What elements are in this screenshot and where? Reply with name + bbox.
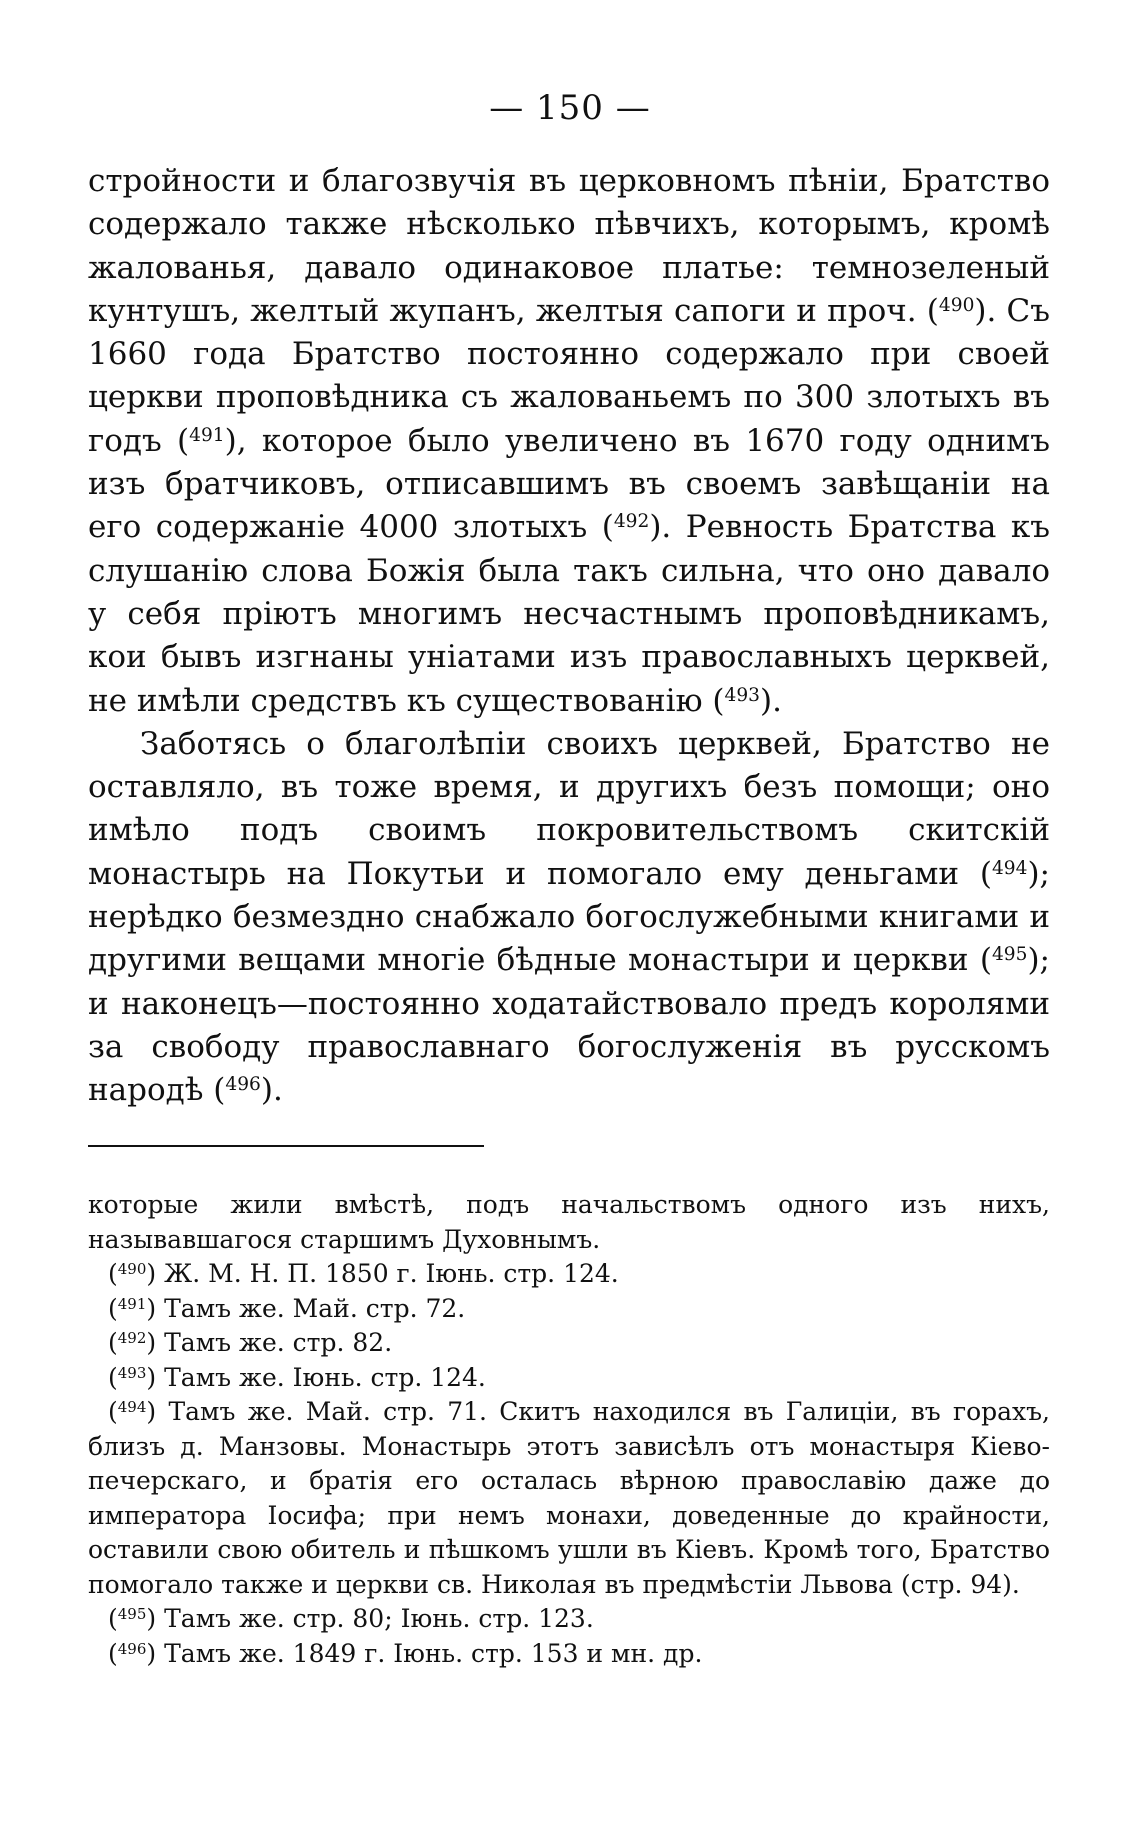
footnote-492: ($^{492}$) Тамъ же. стр. 82. — [108, 1328, 393, 1357]
footnote-ref-492: 492 — [613, 511, 650, 533]
footnote-divider — [88, 1145, 484, 1147]
footnote-ref-495: 495 — [991, 944, 1028, 966]
footnote-number: 490 — [117, 1259, 147, 1278]
paragraph-text: ). — [260, 1072, 283, 1109]
footnote-491: ($^{491}$) Тамъ же. Май. стр. 72. — [108, 1293, 466, 1323]
footnote-number: 491 — [117, 1294, 147, 1313]
paragraph-text: ), которое было увеличено въ 1670 году однимъ изъ братчиковъ, отписавшимъ въ своемъ завѣщаніи на его содержаніе 4000 злотыхъ ( — [88, 422, 1050, 546]
paragraph-text: ); и наконецъ—постоянно ходатайствовало предъ королями за свободу православнаго богослуженія въ русскомъ народѣ ( — [88, 942, 1050, 1109]
footnote-ref-493: 493 — [724, 684, 761, 706]
footnote-text: Тамъ же. стр. 80; Іюнь. стр. 123. — [164, 1604, 594, 1633]
paragraph-text: ). Ревность Братства къ слушанію слова Божія была такъ сильна, что оно давало у себя пріютъ многимъ несчастнымъ проповѣдникамъ, кои бывъ изгнаны уніатами изъ православныхъ церквей, не имѣли средствъ къ существованію ( — [88, 509, 1050, 719]
footnote-text: Тамъ же. Май. стр. 72. — [164, 1293, 466, 1323]
footnote-continuation: которые жили вмѣстѣ, подъ начальствомъ одного изъ нихъ, называвшагося старшимъ Духовнымъ. — [88, 1190, 1050, 1254]
paragraph-text: ); нерѣдко безмездно снабжало богослужебными книгами и другими вещами многіе бѣдные монастыри и церкви ( — [88, 855, 1050, 979]
footnote-number: 496 — [117, 1639, 147, 1658]
footnote-text: Тамъ же. 1849 г. Іюнь. стр. 153 и мн. др. — [164, 1638, 703, 1668]
footnote-493: ($^{493}$) Тамъ же. Іюнь. стр. 124. — [108, 1362, 486, 1392]
paragraph-1 — [88, 160, 1050, 723]
paragraph-text: ). — [760, 682, 782, 719]
page-number: — 150 — — [489, 88, 651, 128]
footnote-text: Тамъ же. стр. 82. — [164, 1328, 393, 1357]
footnotes — [88, 1188, 1050, 1671]
main-text — [88, 160, 1050, 1113]
paragraph-2 — [88, 723, 1050, 1113]
paragraph-text: ). Съ 1660 года Братство постоянно содержало при своей церкви проповѣдника съ жалованьемъ по 300 злотыхъ въ годъ ( — [88, 292, 1050, 459]
footnote-text: Ж. М. Н. П. 1850 г. Іюнь. стр. 124. — [164, 1259, 619, 1288]
footnote-494: ($^{494}$) Тамъ же. Май. стр. 71. Скитъ находился въ Галиціи, въ горахъ, близъ д. Манзовы. Монастырь этотъ зависѣлъ отъ монастыря Кіево-печерскаго, и братія его осталась вѣрною православію даже до императора Іосифа; при немъ монахи, доведенные до крайности, оставили свою обитель и пѣшкомъ ушли въ Кіевъ. Кромѣ того, Братство помогало также и церкви св. Николая въ предмѣстіи Львова (стр. 94). — [88, 1397, 1051, 1599]
footnote-number: 492 — [117, 1328, 147, 1347]
footnote-496: ($^{496}$) Тамъ же. 1849 г. Іюнь. стр. 153 и мн. др. — [108, 1638, 703, 1668]
paragraph-text: стройности и благозвучія въ церковномъ пѣніи, Братство содержало также нѣсколько пѣвчихъ, которымъ, кромѣ жалованья, давало одинаковое платье: темнозеленый кунтушъ, желтый жупанъ, желтыя сапоги и проч. ( — [88, 163, 1050, 329]
paragraph-text: Заботясь о благолѣпіи своихъ церквей, Братство не оставляло, въ тоже время, и другихъ безъ помощи; оно имѣло подъ своимъ покровительствомъ скитскій монастырь на Покутьи и помогало ему деньгами ( — [88, 725, 1050, 892]
footnote-ref-491: 491 — [189, 424, 225, 446]
footnote-number: 495 — [117, 1604, 147, 1623]
footnote-ref-496: 496 — [225, 1074, 261, 1096]
footnote-ref-490: 490 — [938, 294, 975, 316]
footnote-text: Тамъ же. Май. стр. 71. Скитъ находился въ Галиціи, въ горахъ, близъ д. Манзовы. Монастырь этотъ зависѣлъ отъ монастыря Кіево-печерскаго, и братія его осталась вѣрною православію даже до императора Іосифа; при немъ монахи, доведенные до крайности, оставили свою обитель и пѣшкомъ ушли въ Кіевъ. Кромѣ того, Братство помогало также и церкви св. Николая въ предмѣстіи Львова (стр. 94). — [88, 1397, 1051, 1599]
footnote-number: 493 — [117, 1363, 147, 1382]
footnote-490: ($^{490}$) Ж. М. Н. П. 1850 г. Іюнь. стр. 124. — [108, 1259, 619, 1288]
footnote-495: ($^{495}$) Тамъ же. стр. 80; Іюнь. стр. 123. — [108, 1604, 594, 1633]
footnote-text: Тамъ же. Іюнь. стр. 124. — [164, 1362, 486, 1392]
footnote-number: 494 — [117, 1397, 147, 1416]
footnote-ref-494: 494 — [991, 857, 1028, 879]
